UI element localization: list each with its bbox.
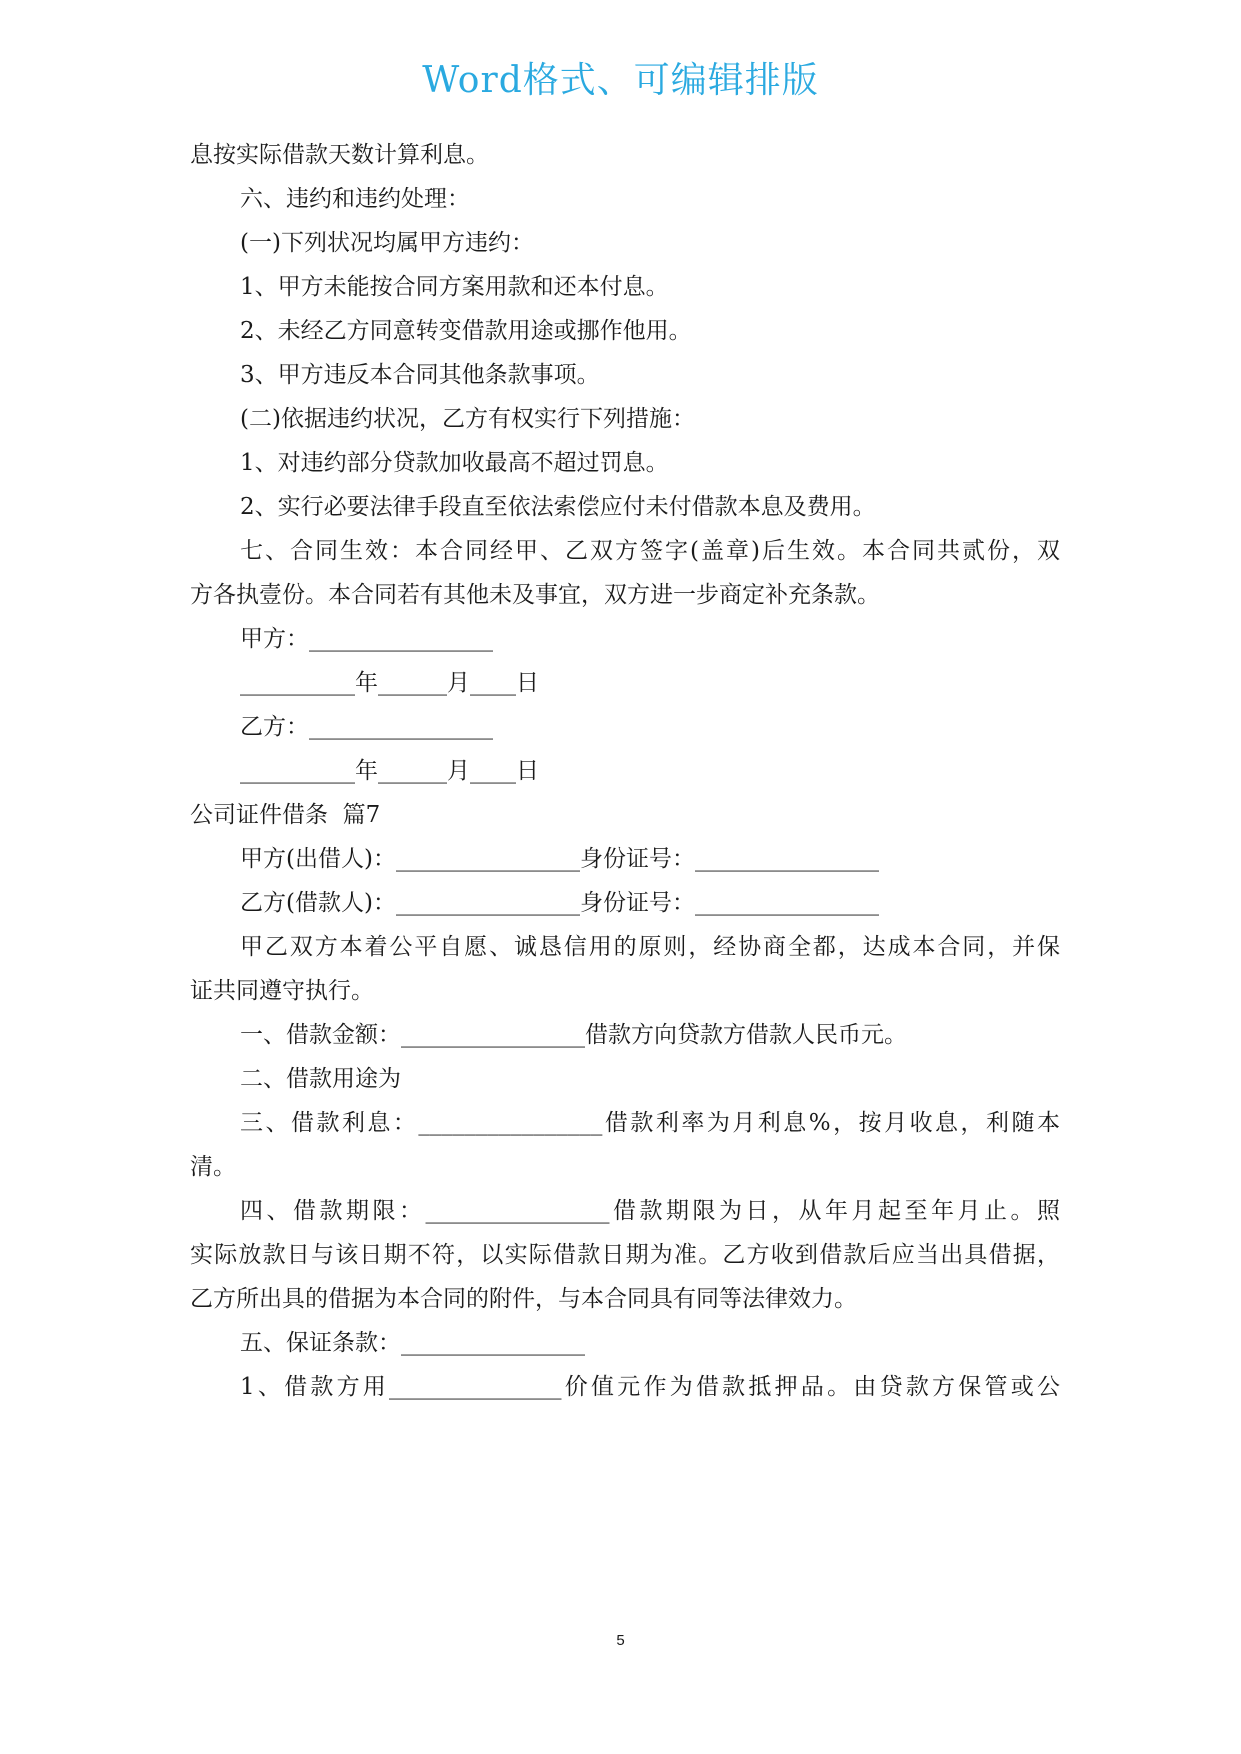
clause-guarantee: 五、保证条款：________________ [240,1330,585,1356]
body-line: (一)下列状况均属甲方违约： [240,230,534,256]
body-line: 2、未经乙方同意转变借款用途或挪作他用。 [240,318,692,344]
party-b-line: 乙方(借款人)：________________身份证号：________________ [240,890,879,916]
body-line: 息按实际借款天数计算利息。 [190,142,489,168]
body-line: 清。 [190,1154,236,1180]
page-header-title: Word格式、可编辑排版 [422,60,819,101]
clause-loan-amount: 一、借款金额：________________借款方向贷款方借款人民币元。 [240,1022,907,1048]
body-line: 实际放款日与该日期不符，以实际借款日期为准。乙方收到借款后应当出具借据， [190,1242,1060,1268]
body-line: 1、甲方未能按合同方案用款和还本付息。 [240,274,669,300]
body-line: 1、对违约部分贷款加收最高不超过罚息。 [240,450,669,476]
date-line: __________年______月____日 [240,758,539,784]
party-a-line: 甲方(出借人)：________________身份证号：________________ [240,846,879,872]
signature-line-party-b: 乙方：________________ [240,714,493,740]
section-title: 公司证件借条 篇7 [190,802,381,828]
clause-loan-purpose: 二、借款用途为 [240,1066,401,1092]
body-line: 乙方所出具的借据为本合同的附件，与本合同具有同等法律效力。 [190,1286,857,1312]
body-line: 3、甲方违反本合同其他条款事项。 [240,362,600,388]
clause-loan-term: 四、借款期限：________________借款期限为日，从年月起至年月止。照 [240,1198,1060,1224]
section-heading: 六、违约和违约处理： [240,186,470,212]
body-line: 证共同遵守执行。 [190,978,374,1004]
body-line: 七、合同生效：本合同经甲、乙双方签字(盖章)后生效。本合同共贰份，双 [240,538,1060,564]
body-line: 1、借款方用_______________价值元作为借款抵押品。由贷款方保管或公 [240,1374,1060,1400]
body-line: 方各执壹份。本合同若有其他未及事宜，双方进一步商定补充条款。 [190,582,880,608]
signature-line-party-a: 甲方：________________ [240,626,493,652]
body-line: 甲乙双方本着公平自愿、诚恳信用的原则，经协商全都，达成本合同，并保 [240,934,1060,960]
date-line: __________年______月____日 [240,670,539,696]
body-line: (二)依据违约状况，乙方有权实行下列措施： [240,406,695,432]
clause-loan-interest: 三、借款利息：________________借款利率为月利息%，按月收息，利随本 [240,1110,1060,1136]
body-line: 2、实行必要法律手段直至依法索偿应付未付借款本息及费用。 [240,494,876,520]
page-number: 5 [616,1632,625,1649]
